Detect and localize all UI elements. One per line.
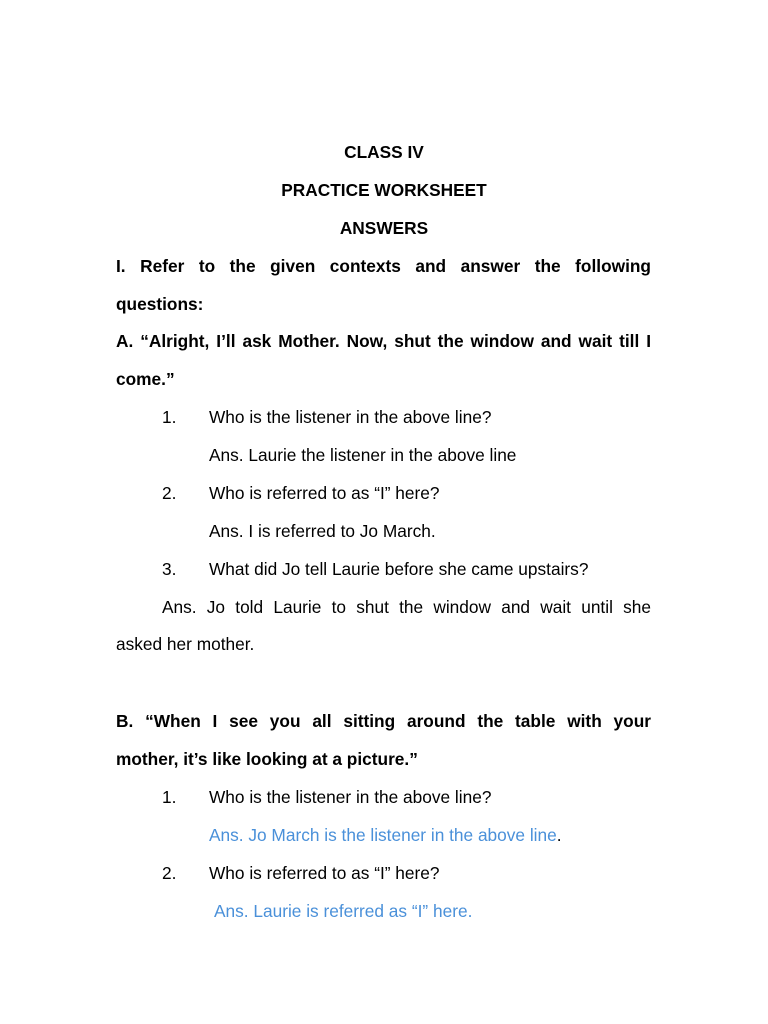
answer-text-blue: Ans. Laurie is referred as “I” here. bbox=[214, 901, 473, 921]
question-number: 2. bbox=[162, 863, 177, 883]
answer-3-line1: Ans. Jo told Laurie to shut the window and wait until she bbox=[162, 597, 651, 617]
answer-blue-span: Ans. Jo March is the listener in the above line bbox=[209, 825, 557, 845]
question-text: Who is referred to as “I” here? bbox=[209, 863, 440, 883]
answer-text: Ans. I is referred to Jo March. bbox=[209, 521, 436, 541]
section-heading-line1: I. Refer to the given contexts and answer the following bbox=[116, 256, 651, 276]
question-number: 1. bbox=[162, 407, 177, 427]
question-number: 2. bbox=[162, 483, 177, 503]
context-b-line1: B. “When I see you all sitting around the table with your bbox=[116, 711, 651, 731]
answer-text: Ans. Laurie the listener in the above line bbox=[209, 445, 517, 465]
answer-period: . bbox=[556, 825, 562, 845]
question-text: Who is referred to as “I” here? bbox=[209, 483, 440, 503]
question-text: Who is the listener in the above line? bbox=[209, 407, 492, 427]
answers-title: ANSWERS bbox=[339, 218, 429, 238]
class-title: CLASS IV bbox=[344, 142, 424, 162]
context-b-line2: mother, it’s like looking at a picture.” bbox=[116, 749, 418, 769]
question-number: 1. bbox=[162, 787, 177, 807]
section-heading-line2: questions: bbox=[116, 294, 204, 314]
worksheet-title: PRACTICE WORKSHEET bbox=[281, 180, 487, 200]
question-text: Who is the listener in the above line? bbox=[209, 787, 492, 807]
context-a-line2: come.” bbox=[116, 369, 175, 389]
question-text: What did Jo tell Laurie before she came upstairs? bbox=[209, 559, 589, 579]
answer-3-line2: asked her mother. bbox=[116, 634, 255, 654]
answer-text-blue bbox=[209, 825, 562, 845]
context-a-line1: A. “Alright, I’ll ask Mother. Now, shut the window and wait till I bbox=[116, 331, 651, 351]
question-number: 3. bbox=[162, 559, 177, 579]
